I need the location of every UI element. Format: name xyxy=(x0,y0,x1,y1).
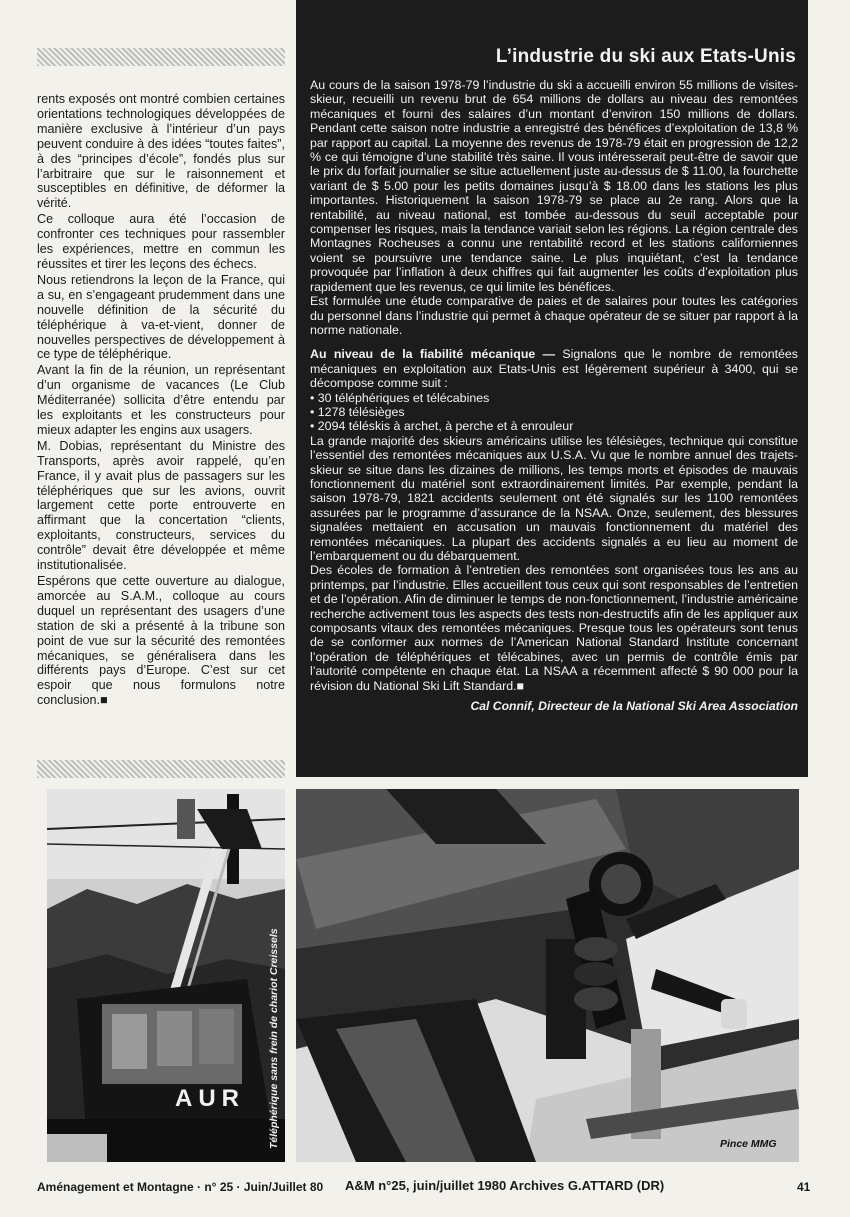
left-paragraph-3: Nous retiendrons la leçon de la France, qui a su, en s’engageant prudemment dans une nouvelle définition de la sécurité du téléphérique à va-et-vient, donner de nouvelles perspectives de développement à ce type de téléphérique. xyxy=(37,272,285,362)
cable-car-sign-text: AUR xyxy=(175,1085,245,1112)
left-paragraph-4: Avant la fin de la réunion, un représentant d’un organisme de vacances (Le Club Méditerranée) sollicita d’être entendu par les exploitants et les constructeurs pour mieux adapter les engins aux usagers. xyxy=(37,363,285,437)
footer-archive: A&M n°25, juin/juillet 1980 Archives G.ATTARD (DR) xyxy=(345,1178,665,1193)
section-heading: Au niveau de la fiabilité mécanique — xyxy=(310,347,555,362)
cable-car-caption: Téléphérique sans frein de chariot Creissels xyxy=(268,928,280,1149)
left-column-text xyxy=(37,92,285,709)
article-section xyxy=(310,347,798,390)
article-signature: Cal Connif, Directeur de la National Ski Area Association xyxy=(470,699,798,714)
footer-publication: Aménagement et Montagne · n° 25 · Juin/Juillet 80 xyxy=(37,1180,324,1194)
list-item: • 1278 télésièges xyxy=(310,405,798,419)
article-paragraph-4: Des écoles de formation à l’entretien des remontées sont organisées tous les ans au printemps, par l’industrie. Elles accueillent tous ceux qui sont responsables de l’entretien et de l’opération. Afin de diminuer le temps de non-fonctionnement, l’industrie américaine recherche activement tous les aspects des tests non-destructifs afin de les appliquer aux composants vitaux des remontées mécaniques. Presque tous les opérateurs sont tenus de se conformer aux normes de l’American National Standard Institute concernant l’opération de téléphériques et télécabines, avec un permis de contrôle émis par l’autorité compétente en chaque état. La NSAA a récemment affecté $ 90 000 pour la révision du National Ski Lift Standard.■ xyxy=(310,563,798,693)
grip-photo xyxy=(296,789,799,1162)
list-item: • 30 téléphériques et télécabines xyxy=(310,391,798,405)
left-paragraph-6: Espérons que cette ouverture au dialogue, amorcée au S.A.M., colloque au cours duquel un représentant des usagers d’une station de ski a présenté à la tribune son point de vue sur la sécurité des remontées mécaniques, se généralisera dans les différents pays d’Europe. C’est sur cet espoir que nous formulons notre conclusion.■ xyxy=(37,574,285,708)
article-paragraph-2: Est formulée une étude comparative de paies et de salaires pour toutes les catégories du personnel dans l’industrie qui permet à chaque opérateur de se situer par rapport à la norme nationale. xyxy=(310,294,798,337)
lift-list xyxy=(310,391,798,434)
footer-page-number: 41 xyxy=(797,1180,811,1194)
top-hatch-rule xyxy=(37,48,285,66)
section-intro: Signalons que le nombre de remontées mécaniques en exploitation aux Etats-Unis est légèrement supérieur à 3400, qui se décompose comme suit : xyxy=(310,347,799,391)
cable-car-photo xyxy=(47,789,285,1162)
page-footer xyxy=(37,1180,815,1200)
left-paragraph-1: rents exposés ont montré combien certaines orientations technologiques développées de manière exclusive à l’intérieur d’un pays peuvent conduire à des idées “toutes faites”, à des “principes d’école”, fondés plus sur l’arbitraire que sur le raisonnement et susceptibles en définitive, de déformer la vérité. xyxy=(37,92,285,211)
article-paragraph-3: La grande majorité des skieurs américains utilise les télésièges, technique qui constitue l’essentiel des remontées mécaniques aux U.S.A. Vu que le nombre annuel des trajets-skieur se situe dans les dizaines de millions, les temps morts et épisodes de mauvais fonctionnement du matériel sont extraordinairement limités. Par exemple, pendant la saison 1978-79, 1821 accidents seulement ont été signalés sur les 1100 remontées assurées par le programme d’assurance de la NSAA. Onze, seulement, des blessures signalées mettaient en accusation un mauvais fonctionnement du matériel des remontées mécaniques. La plupart des accidents signalés a eu lieu au moment de l’embarquement ou du débarquement. xyxy=(310,433,798,563)
bottom-hatch-rule xyxy=(37,760,285,778)
left-paragraph-5: M. Dobias, représentant du Ministre des Transports, après avoir rappelé, qu’en France, il y avait plus de passagers sur les téléphériques que sur les avions, ouvrit largement cette porte entrouverte en affirmant que la concertation “clients, exploitants, constructeurs, services du contrôle” devait être développée et même institutionalisée. xyxy=(37,438,285,573)
list-item: • 2094 téléskis à archet, à perche et à enrouleur xyxy=(310,419,798,433)
article-box xyxy=(296,0,808,777)
article-title: L’industrie du ski aux Etats-Unis xyxy=(495,46,796,67)
grip-caption: Pince MMG xyxy=(720,1138,777,1150)
article-paragraph-1: Au cours de la saison 1978-79 l’industrie du ski a accueilli environ 55 millions de visites-skieur, recueilli un revenu brut de 654 millions de dollars au niveau des remontées mécaniques et fourni des salaires d’un montant d’environ 150 millions de dollars. Pendant cette saison notre industrie a enregistré des bénéfices d’exploitation de 13,8 % par rapport au capital. La moyenne des revenus de 1978-79 était en progression de 12,2 % ce qui témoigne d’une stabilité très saine. Il vous intéresserait peut-être de savoir que le prix du forfait journalier se situe actuellement juste au-dessus de $ 11.00, la fourchette variant de $ 5.00 pour les petits domaines jusqu’à $ 18.00 dans les stations les plus importantes. Historiquement la saison 1978-79 se place au 2e rang. Alors que la rentabilité, au niveau national, est tombée au-dessous du seuil acceptable pour compenser les risques, mais la tendance variait selon les régions. La région centrale des Montagnes Rocheuses a connu une rentabilité record et les stations californiennes voient se poursuivre une tendance saine. Le plus inquiétant, c’est la tendance provoquée par l’inflation à deux chiffres qui fait augmenter les coûts d’exploitation plus rapidement que les revenus, ce qui limite les bénéfices. xyxy=(310,78,798,294)
left-paragraph-2: Ce colloque aura été l’occasion de confronter ces techniques pour rassembler les expériences, mettre en commun les réussites et tirer les leçons des échecs. xyxy=(37,212,285,271)
